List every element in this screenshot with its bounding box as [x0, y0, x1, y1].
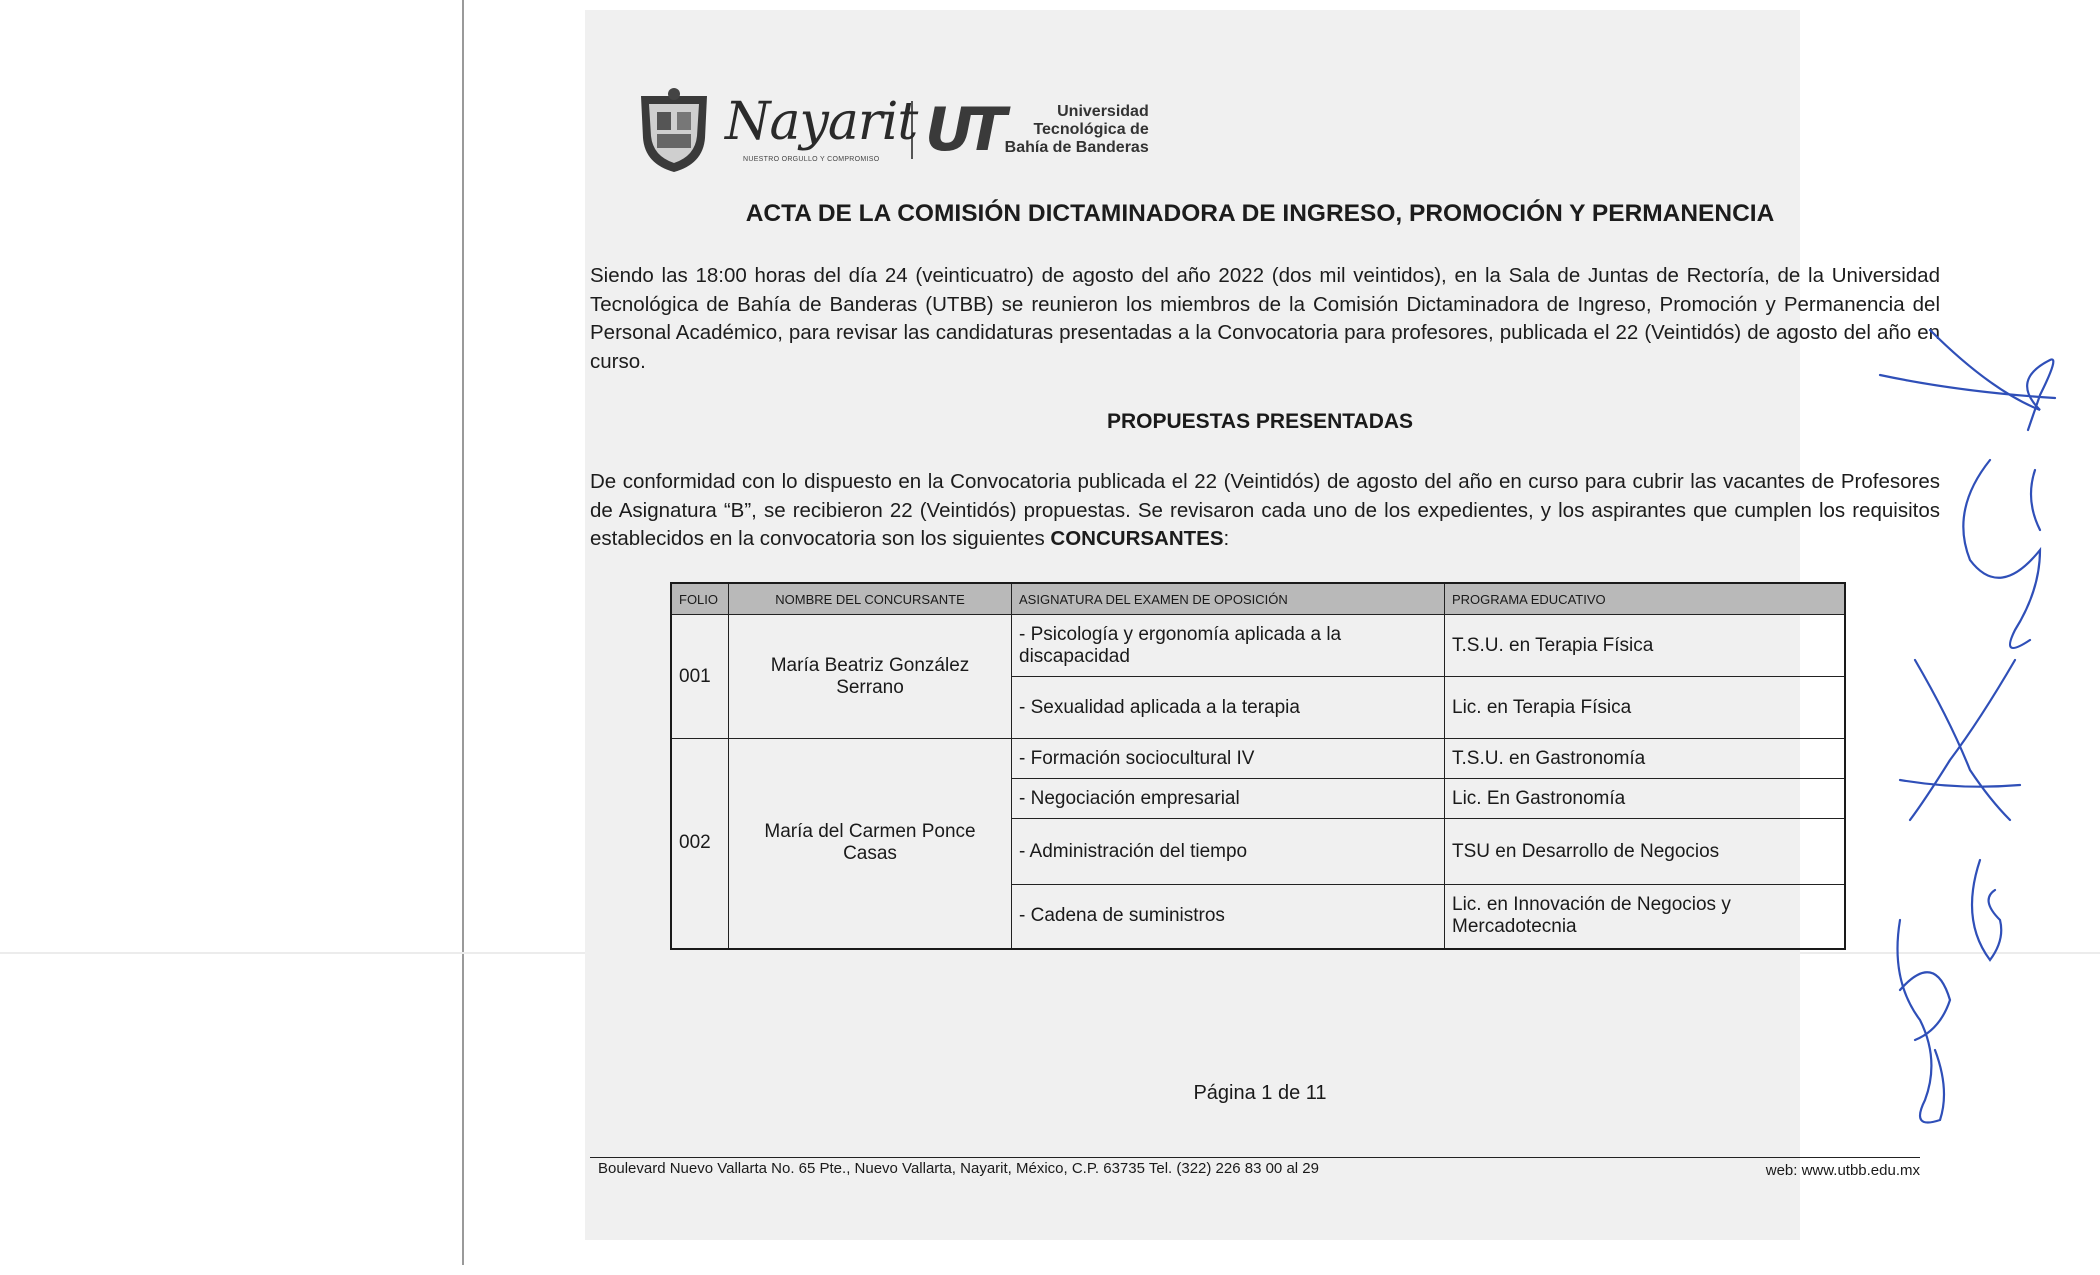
header-folio: FOLIO	[671, 583, 729, 615]
subject-cell: - Cadena de suministros	[1012, 885, 1445, 949]
handwritten-signatures	[1840, 300, 2100, 1160]
nayarit-tagline: NUESTRO ORGULLO Y COMPROMISO	[743, 155, 880, 163]
university-name-line: Universidad	[1057, 102, 1149, 120]
header-program: PROGRAMA EDUCATIVO	[1445, 583, 1846, 615]
subject-cell: - Negociación empresarial	[1012, 779, 1445, 819]
section-title: PROPUESTAS PRESENTADAS	[1106, 410, 1414, 433]
program-cell: T.S.U. en Gastronomía	[1445, 739, 1846, 779]
program-cell: T.S.U. en Terapia Física	[1445, 615, 1846, 677]
footer-address: Boulevard Nuevo Vallarta No. 65 Pte., Nuevo Vallarta, Nayarit, México, C.P. 63735 Tel. (322) 226 83 00 al 29	[598, 1160, 1319, 1177]
candidate-name-cell: María del Carmen Ponce Casas	[729, 739, 1012, 949]
section-paragraph	[590, 468, 1940, 554]
program-cell: Lic. En Gastronomía	[1445, 779, 1846, 819]
ut-logo-mark: UT	[925, 94, 999, 165]
folio-cell: 001	[671, 615, 729, 739]
section-paragraph-text: De conformidad con lo dispuesto en la Convocatoria publicada el 22 (Veintidós) de agosto del año en curso para cubrir las vacantes de Profesores de Asignatura “B”, se recibieron 22 (Veintidós) propuestas. Se revisaron cada uno de los expedientes, y los aspirantes que cumplen los requisitos establecidos en la convocatoria son los siguientes	[590, 470, 1940, 550]
candidate-name-cell: María Beatriz González Serrano	[729, 615, 1012, 739]
table-row	[671, 739, 1845, 779]
signature-mark	[1880, 330, 2055, 430]
header-name: NOMBRE DEL CONCURSANTE	[729, 583, 1012, 615]
subject-cell: - Formación sociocultural IV	[1012, 739, 1445, 779]
footer-website: web: www.utbb.edu.mx	[1765, 1162, 1920, 1179]
program-cell: Lic. en Terapia Física	[1445, 677, 1846, 739]
university-name-line: Tecnológica de	[1033, 120, 1149, 138]
table-row	[671, 615, 1845, 677]
signature-mark	[1898, 860, 2002, 1123]
footer-divider	[590, 1157, 1920, 1158]
section-paragraph-end: :	[1223, 527, 1230, 550]
section-paragraph-emphasis: CONCURSANTES	[1050, 527, 1224, 550]
header-logos	[635, 82, 1149, 177]
university-name	[1005, 103, 1149, 157]
subject-cell: - Psicología y ergonomía aplicada a la discapacidad	[1012, 615, 1445, 677]
folio-cell: 002	[671, 739, 729, 949]
page-number: Página 1 de 11	[1193, 1082, 1327, 1104]
signature-mark	[1963, 460, 2040, 648]
table-header-row	[671, 583, 1845, 615]
state-seal-icon	[635, 86, 713, 174]
nayarit-logo	[723, 86, 918, 174]
header-subject: ASIGNATURA DEL EXAMEN DE OPOSICIÓN	[1012, 583, 1445, 615]
intro-paragraph: Siendo las 18:00 horas del día 24 (veinticuatro) de agosto del año 2022 (dos mil veintidos), en la Sala de Juntas de Rectoría, de la Universidad Tecnológica de Bahía de Banderas (UTBB) se reunieron los miembros de la Comisión Dictaminadora de Ingreso, Promoción y Permanencia del Personal Académico, para revisar las candidaturas presentadas a la Convocatoria para profesores, publicada el 22 (Veintidós) de agosto del año en curso.	[590, 264, 1940, 373]
page-binding-edge	[462, 0, 464, 1265]
subject-cell: - Administración del tiempo	[1012, 819, 1445, 885]
candidates-table	[670, 582, 1846, 950]
subject-cell: - Sexualidad aplicada a la terapia	[1012, 677, 1445, 739]
nayarit-logo-text: Nayarit	[725, 91, 918, 152]
signature-mark	[1900, 660, 2020, 820]
program-cell: Lic. en Innovación de Negocios y Mercadotecnia	[1445, 885, 1846, 949]
program-cell: TSU en Desarrollo de Negocios	[1445, 819, 1846, 885]
document-title: ACTA DE LA COMISIÓN DICTAMINADORA DE INGRESO, PROMOCIÓN Y PERMANENCIA	[745, 200, 1775, 227]
university-name-line: Bahía de Banderas	[1004, 138, 1149, 156]
